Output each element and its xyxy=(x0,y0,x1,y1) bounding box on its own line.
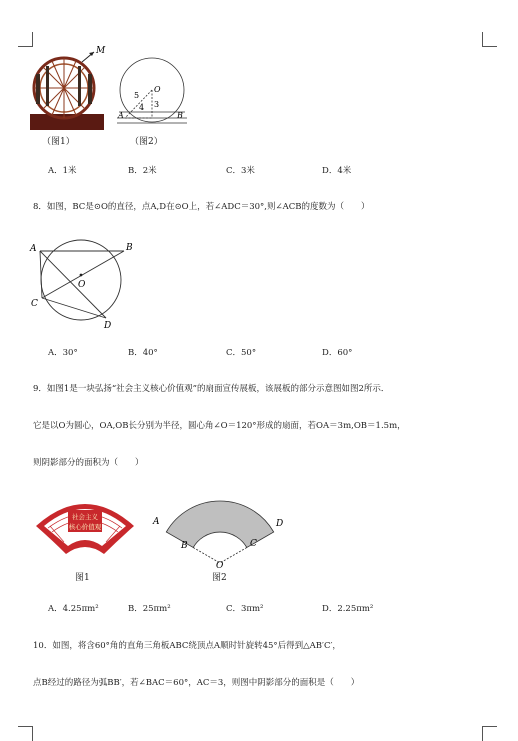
q9-fig1-caption: 图1 xyxy=(75,573,90,583)
q9-fig2-caption: 图2 xyxy=(212,573,227,583)
q9-option-c: C．3πm² xyxy=(226,604,264,614)
label-b: B xyxy=(177,111,183,120)
ferris-wheel-photo xyxy=(28,44,108,134)
circle-diagram xyxy=(113,52,193,134)
q9-label-a: A xyxy=(153,517,160,527)
q9-option-d: D．2.25πm² xyxy=(322,604,374,614)
crop-mark-bottom-right xyxy=(482,726,497,741)
q10-line2: 点B经过的路径为弧BB′，若∠BAC＝60°，AC＝3，则图中阴影部分的面积是（ ） xyxy=(33,678,360,688)
q7-option-d: D．4米 xyxy=(322,166,352,176)
crop-mark-bottom-left xyxy=(18,726,33,741)
fig2-caption: （图2） xyxy=(130,137,163,147)
q8-label-d: D xyxy=(104,321,112,330)
fan-text-bottom: 核心价值观 xyxy=(68,523,102,531)
q8-circle-figure xyxy=(28,236,138,330)
label-3: 3 xyxy=(154,100,160,109)
label-o: O xyxy=(154,85,161,94)
label-a: A xyxy=(118,111,124,120)
q9-label-c: C xyxy=(250,539,257,549)
q8-label-b: B xyxy=(126,243,133,253)
q7-option-a: A．1米 xyxy=(48,166,77,176)
q7-option-b: B．2米 xyxy=(128,166,157,176)
q8-text: 8．如图，BC是⊙O的直径，点A,D在⊙O上，若∠ADC＝30°,则∠ACB的度数为（ ） xyxy=(33,202,370,212)
q9-line1: 9．如图1是一块弘扬“社会主义核心价值观”的扇面宣传展板，该展板的部分示意图如图2所示． xyxy=(33,384,390,394)
q7-option-c: C．3米 xyxy=(226,166,255,176)
q9-option-b: B．25πm² xyxy=(128,604,171,614)
fig1-caption: （图1） xyxy=(42,137,75,147)
q9-label-o: O xyxy=(216,561,224,570)
q8-label-o: O xyxy=(78,280,86,290)
q9-label-d: D xyxy=(276,519,284,529)
q8-option-a: A．30° xyxy=(48,348,78,358)
q8-label-a: A xyxy=(30,244,37,254)
q8-label-c: C xyxy=(31,299,38,309)
q10-line1: 10．如图，将含60°角的直角三角板ABC绕顶点A顺时针旋转45°后得到△AB′C′， xyxy=(33,641,341,651)
ferris-label-m: M xyxy=(96,46,106,56)
q9-sector-figure xyxy=(150,488,290,570)
q8-option-c: C．50° xyxy=(226,348,257,358)
q9-label-b: B xyxy=(181,541,188,551)
label-5: 5 xyxy=(134,91,140,100)
label-4: 4 xyxy=(139,103,145,112)
q9-line2: 它是以O为圆心，OA,OB长分别为半径，圆心角∠O＝120°形成的扇面，若OA＝3m,OB＝1.5m， xyxy=(33,421,406,431)
q9-line3: 则阴影部分的面积为（ ） xyxy=(33,458,144,468)
q9-option-a: A．4.25πm² xyxy=(48,604,99,614)
crop-mark-top-right xyxy=(482,32,497,47)
fan-text-top: 社会主义 xyxy=(72,513,98,521)
q8-option-d: D．60° xyxy=(322,348,353,358)
q9-fan-board-photo xyxy=(30,496,140,562)
q8-option-b: B．40° xyxy=(128,348,158,358)
